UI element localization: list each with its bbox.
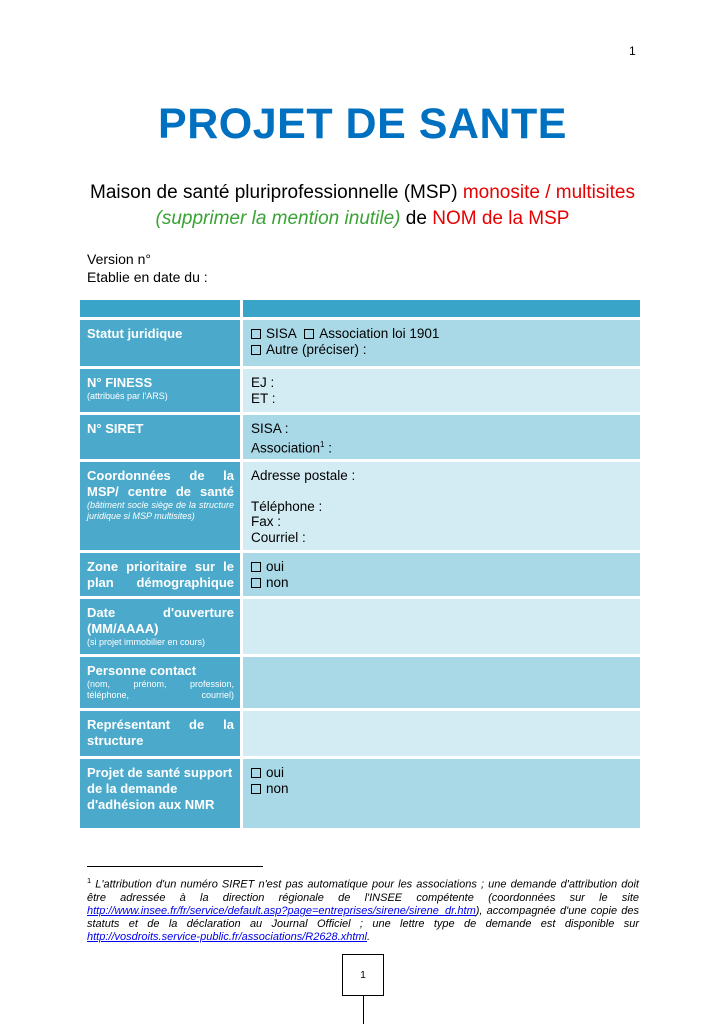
- projet-label: Projet de santé support de la demande d'adhésion aux NMR: [87, 765, 233, 812]
- subtitle-instruction: (supprimer la mention inutile): [155, 208, 401, 229]
- row-label-cell: [80, 462, 240, 550]
- adresse-postale: Adresse postale :: [251, 468, 356, 483]
- courriel: Courriel :: [251, 529, 306, 545]
- row-value-cell: [243, 553, 640, 596]
- projet-oui-label: oui: [266, 765, 285, 780]
- footnote-text1: L'attribution d'un numéro SIRET n'est pas automatique pour les associations ; une demande d'attribution doit être adressée à la direction régionale de l'INSEE compétente (coordonnées sur le site: [87, 878, 639, 904]
- row-value-cell: [243, 462, 640, 550]
- fax: Fax :: [251, 514, 282, 529]
- statut-label: Statut juridique: [87, 326, 183, 341]
- finess-ej: EJ :: [251, 375, 275, 390]
- table-row-statut: [80, 320, 640, 366]
- version-block: [87, 250, 208, 286]
- row-value-cell[interactable]: [243, 711, 640, 756]
- checkbox-zone-oui[interactable]: [251, 562, 261, 572]
- header-cell-right: [243, 300, 640, 317]
- finess-label: N° FINESS: [87, 375, 153, 390]
- representant-label: Représentant de la structure: [87, 717, 234, 748]
- row-value-cell: [243, 415, 640, 459]
- zone-label: Zone prioritaire sur le plan démographique: [87, 559, 234, 590]
- row-label-cell: [80, 657, 240, 708]
- footnote: [87, 874, 639, 945]
- table-row-contact: [80, 657, 640, 708]
- checkbox-projet-oui[interactable]: [251, 768, 261, 778]
- checkbox-autre[interactable]: [251, 345, 261, 355]
- page-number-top: 1: [629, 44, 636, 58]
- insee-link[interactable]: http://www.insee.fr/fr/service/default.asp?page=entreprises/sirene/sirene_dr.htm: [87, 905, 476, 918]
- checkbox-sisa[interactable]: [251, 329, 261, 339]
- telephone: Téléphone :: [251, 498, 323, 514]
- date-ouverture-note: (si projet immobilier en cours): [87, 637, 206, 647]
- footnote-text2: ), accompagnée d'une copie des statuts et de la déclaration au Journal Officiel ; une lettre type de demande est disponible sur: [87, 905, 639, 931]
- row-label-cell: [80, 415, 240, 459]
- autre-option-label: Autre (préciser) :: [266, 341, 367, 357]
- date-label: Etablie en date du :: [87, 269, 208, 285]
- checkbox-zone-non[interactable]: [251, 578, 261, 588]
- subtitle-de: de: [400, 208, 433, 229]
- row-value-cell[interactable]: [243, 599, 640, 654]
- checkbox-association[interactable]: [304, 329, 314, 339]
- page-title: PROJET DE SANTE: [158, 100, 567, 148]
- subtitle-site-type: monosite / multisites: [462, 182, 635, 203]
- row-label-cell: [80, 553, 240, 596]
- page-number-box: [342, 954, 384, 996]
- info-table: [80, 300, 640, 831]
- zone-oui-label: oui: [266, 559, 285, 574]
- siret-label: N° SIRET: [87, 421, 144, 436]
- row-value-cell: [243, 320, 640, 366]
- table-row-siret: [80, 415, 640, 459]
- table-row-representant: [80, 711, 640, 756]
- contact-note: (nom, prénom, profession, téléphone, courriel): [87, 679, 234, 700]
- row-label-cell: [80, 599, 240, 654]
- service-public-link[interactable]: http://vosdroits.service-public.fr/associations/R2628.xhtml: [87, 931, 368, 944]
- footnote-number: 1: [87, 876, 92, 885]
- footnote-ref[interactable]: 1: [320, 439, 325, 449]
- row-value-cell: [243, 759, 640, 828]
- table-row-projet: [80, 759, 640, 828]
- coordonnees-label: Coordonnées de la MSP/ centre de santé: [87, 468, 234, 499]
- date-ouverture-label: Date d'ouverture (MM/AAAA): [87, 605, 234, 636]
- row-label-cell: [80, 320, 240, 366]
- checkbox-projet-non[interactable]: [251, 784, 261, 794]
- sisa-option-label: SISA: [266, 326, 297, 341]
- row-value-cell: [243, 369, 640, 412]
- siret-association-label: Association: [251, 440, 321, 455]
- subtitle-msp-name: NOM de la MSP: [432, 208, 570, 229]
- header-cell-left: [80, 300, 240, 317]
- association-option-label: Association loi 1901: [319, 326, 440, 341]
- row-label-cell: [80, 369, 240, 412]
- table-row-zone: [80, 553, 640, 596]
- finess-et: ET :: [251, 390, 276, 406]
- subtitle: [80, 180, 645, 232]
- subtitle-part1: Maison de santé pluriprofessionnelle (MSP): [90, 182, 463, 203]
- table-row-finess: [80, 369, 640, 412]
- contact-label: Personne contact: [87, 663, 197, 678]
- siret-sisa: SISA :: [251, 421, 289, 436]
- zone-non-label: non: [266, 574, 289, 590]
- siret-association: [251, 437, 632, 456]
- table-row-coordonnees: [80, 462, 640, 550]
- row-label-cell: [80, 759, 240, 828]
- footnote-text3: .: [367, 931, 371, 944]
- page-number-bottom: 1: [360, 969, 366, 981]
- row-label-cell: [80, 711, 240, 756]
- projet-non-label: non: [266, 780, 289, 796]
- row-value-cell[interactable]: [243, 657, 640, 708]
- finess-note: (attribués par l'ARS): [87, 391, 168, 401]
- table-row-date-ouverture: [80, 599, 640, 654]
- page-number-stem: [363, 996, 364, 1024]
- version-label: Version n°: [87, 251, 151, 267]
- table-header-row: [80, 300, 640, 317]
- footnote-separator: [87, 866, 263, 867]
- siret-colon: :: [324, 440, 333, 455]
- coordonnees-note: (bâtiment socle siège de la structure juridique si MSP multisites): [87, 500, 234, 521]
